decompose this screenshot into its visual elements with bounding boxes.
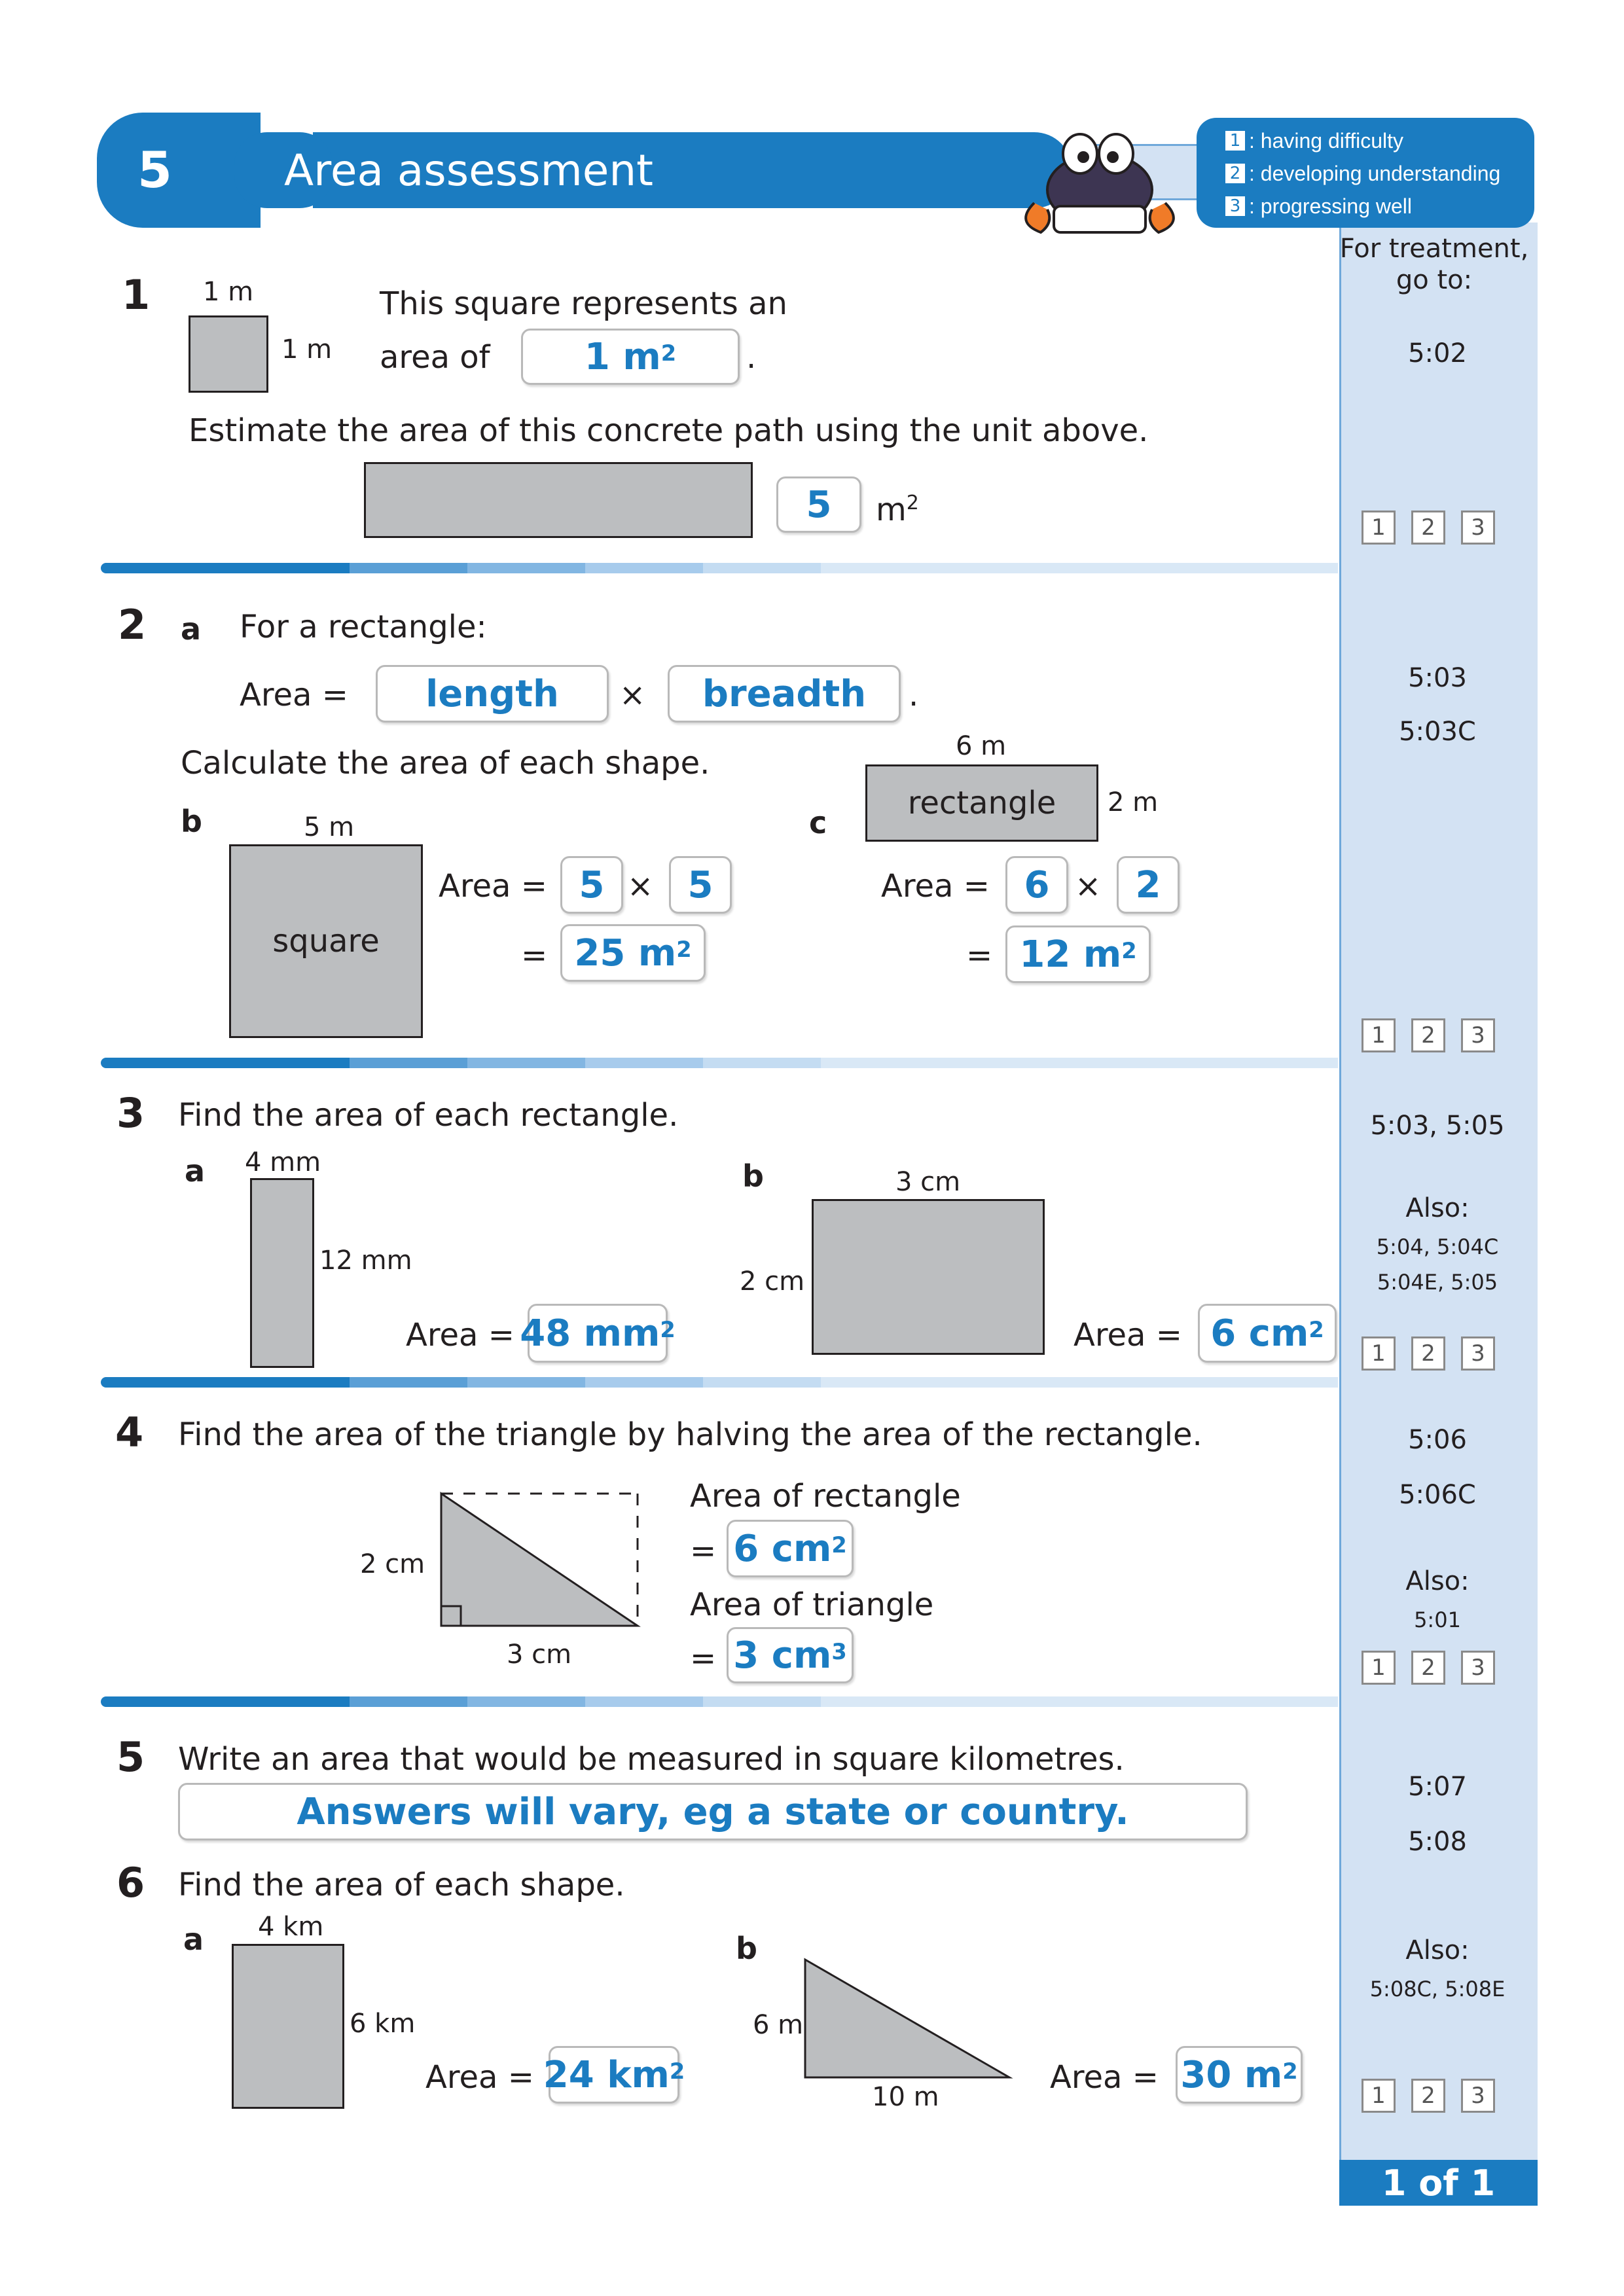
q5-text: Write an area that would be measured in square kilometres. bbox=[178, 1741, 1125, 1778]
rating-1[interactable]: 1 bbox=[1362, 1651, 1396, 1685]
rating-q4 bbox=[1362, 1651, 1495, 1685]
rating-q3 bbox=[1362, 1336, 1495, 1371]
q2-c-answer-2[interactable] bbox=[1117, 856, 1180, 914]
q1-text-line1: This square represents an bbox=[380, 285, 787, 322]
q2-a-label: a bbox=[181, 611, 202, 647]
rating-q6 bbox=[1362, 2079, 1495, 2113]
q2-b-times: × bbox=[627, 868, 654, 905]
q5-answer[interactable] bbox=[178, 1783, 1248, 1840]
q6-b-label: b bbox=[736, 1931, 757, 1966]
q4-rect-result-sup: 2 bbox=[831, 1532, 847, 1558]
q3-b-label: b bbox=[742, 1158, 764, 1194]
q3-b-left: 2 cm bbox=[740, 1266, 805, 1297]
q4-rect-result[interactable] bbox=[727, 1520, 854, 1577]
q3-b-top: 3 cm bbox=[895, 1167, 961, 1197]
q2-b-answer-1-value: 5 bbox=[579, 863, 605, 906]
sidebar-also-q3: Also: bbox=[1405, 1193, 1470, 1223]
rating-2[interactable]: 2 bbox=[1411, 1651, 1445, 1685]
legend-text-3: : progressing well bbox=[1249, 194, 1412, 218]
q6-b-left: 6 m bbox=[753, 2010, 804, 2040]
page-count-badge bbox=[1339, 2160, 1538, 2206]
page-count-label: 1 of 1 bbox=[1381, 2162, 1496, 2204]
page-title: Area assessment bbox=[284, 145, 654, 196]
q1-path-unit-sup: 2 bbox=[906, 492, 919, 514]
q4-tri-result-value: 3 cm bbox=[733, 1634, 832, 1677]
q1-path-unit bbox=[876, 493, 919, 526]
q4-eq1: = bbox=[690, 1533, 717, 1570]
q6-a-result[interactable] bbox=[543, 2046, 685, 2104]
question-number-1: 1 bbox=[122, 271, 151, 319]
q2-c-label: c bbox=[809, 805, 827, 840]
q1-answer-area-sup: 2 bbox=[660, 340, 677, 367]
sidebar-also-q3-b: 5:04E, 5:05 bbox=[1377, 1270, 1498, 1295]
rating-3[interactable]: 3 bbox=[1461, 1651, 1495, 1685]
q2-period: . bbox=[909, 677, 919, 713]
q2-c-rectangle bbox=[865, 764, 1098, 842]
q1-answer-path[interactable] bbox=[776, 476, 861, 533]
rating-2[interactable]: 2 bbox=[1411, 1018, 1445, 1052]
q2-b-answer-2-value: 5 bbox=[687, 863, 713, 906]
legend-num-1: 1 bbox=[1225, 131, 1245, 151]
q2-c-top: 6 m bbox=[956, 731, 1007, 761]
q3-a-area-eq: Area = bbox=[406, 1317, 514, 1354]
q4-rect-result-value: 6 cm bbox=[733, 1527, 832, 1570]
q1-path-unit-text: m bbox=[876, 492, 907, 528]
section-divider-3 bbox=[101, 1377, 1338, 1388]
q2-c-answer-1[interactable] bbox=[1005, 856, 1068, 914]
q3-a-result-sup: 2 bbox=[660, 1317, 676, 1343]
rating-1[interactable]: 1 bbox=[1362, 1336, 1396, 1371]
sidebar-ref-q2a: 5:03 bbox=[1408, 663, 1467, 693]
q3-b-rectangle bbox=[812, 1199, 1045, 1355]
legend-text-1: : having difficulty bbox=[1249, 128, 1403, 152]
q1-answer-area[interactable] bbox=[521, 329, 740, 385]
q4-left-label: 2 cm bbox=[360, 1549, 425, 1579]
q2-b-area-eq: Area = bbox=[439, 868, 547, 905]
q3-a-right: 12 mm bbox=[319, 1246, 412, 1276]
rating-3[interactable]: 3 bbox=[1461, 1018, 1495, 1052]
rating-1[interactable]: 1 bbox=[1362, 511, 1396, 545]
rating-2[interactable]: 2 bbox=[1411, 1336, 1445, 1371]
q2-c-right: 2 m bbox=[1108, 787, 1159, 817]
q6-a-result-sup: 2 bbox=[669, 2058, 685, 2085]
q3-a-label: a bbox=[185, 1153, 206, 1189]
sidebar-also-q4: Also: bbox=[1405, 1566, 1470, 1596]
q2-c-answer-2-value: 2 bbox=[1135, 863, 1161, 906]
rating-2[interactable]: 2 bbox=[1411, 2079, 1445, 2113]
rating-1[interactable]: 1 bbox=[1362, 2079, 1396, 2113]
q6-b-result-sup: 2 bbox=[1282, 2058, 1298, 2085]
q2-b-answer-1[interactable] bbox=[560, 856, 623, 914]
q2-c-eq: = bbox=[966, 937, 993, 974]
q2-b-result-value: 25 m bbox=[574, 931, 677, 975]
q4-tri-result[interactable] bbox=[727, 1627, 854, 1683]
q2-c-shape-label: rectangle bbox=[907, 785, 1056, 821]
q2-calc-text: Calculate the area of each shape. bbox=[181, 745, 710, 781]
legend-num-3: 3 bbox=[1225, 196, 1245, 216]
crab-mascot-icon bbox=[1008, 124, 1191, 242]
q6-b-result[interactable] bbox=[1176, 2046, 1303, 2104]
q2-b-answer-2[interactable] bbox=[669, 856, 732, 914]
rating-1[interactable]: 1 bbox=[1362, 1018, 1396, 1052]
unit-number: 5 bbox=[137, 141, 172, 199]
q2-times: × bbox=[619, 677, 646, 713]
sidebar-also-q3-a: 5:04, 5:04C bbox=[1376, 1234, 1499, 1259]
q4-eq2: = bbox=[690, 1640, 717, 1677]
q4-tri-result-sup: 3 bbox=[831, 1639, 847, 1665]
q4-bottom-label: 3 cm bbox=[507, 1640, 572, 1670]
sidebar-ref-q4b: 5:06C bbox=[1399, 1480, 1476, 1510]
sidebar-heading: For treatment, go to: bbox=[1339, 234, 1529, 295]
question-number-2: 2 bbox=[118, 601, 147, 649]
q4-tri-label: Area of triangle bbox=[690, 1587, 934, 1623]
q1-concrete-path bbox=[364, 462, 753, 538]
q1-period: . bbox=[746, 339, 757, 376]
q6-b-area-eq: Area = bbox=[1050, 2059, 1159, 2096]
q1-text-line2: area of bbox=[380, 339, 490, 376]
sidebar-also-q6: Also: bbox=[1405, 1935, 1470, 1965]
q2-b-result-sup: 2 bbox=[676, 937, 692, 963]
rating-legend bbox=[1225, 124, 1500, 223]
section-divider-4 bbox=[101, 1696, 1338, 1707]
q2-answer-breadth-value: breadth bbox=[702, 672, 867, 715]
q1-answer-path-value: 5 bbox=[806, 483, 832, 526]
rating-q2 bbox=[1362, 1018, 1495, 1052]
q3-a-result[interactable] bbox=[520, 1304, 676, 1363]
rating-3[interactable]: 3 bbox=[1461, 2079, 1495, 2113]
q4-triangle-diagram bbox=[436, 1488, 643, 1632]
q4-text: Find the area of the triangle by halving the area of the rectangle. bbox=[178, 1416, 1202, 1453]
q2-b-eq: = bbox=[521, 937, 548, 974]
q2-b-result[interactable] bbox=[560, 924, 706, 982]
q1-side-right: 1 m bbox=[281, 334, 333, 365]
q2-area-eq: Area = bbox=[240, 677, 348, 713]
q3-b-area-eq: Area = bbox=[1074, 1317, 1182, 1354]
rating-q1 bbox=[1362, 511, 1495, 545]
sidebar-ref-q3: 5:03, 5:05 bbox=[1370, 1111, 1505, 1141]
q2-b-shape-label: square bbox=[272, 923, 380, 960]
q3-b-result[interactable] bbox=[1198, 1304, 1337, 1363]
q1-unit-square bbox=[189, 315, 268, 393]
q2-b-side: 5 m bbox=[304, 812, 355, 842]
q6-b-triangle bbox=[800, 1954, 1016, 2083]
sidebar-also-q6-a: 5:08C, 5:08E bbox=[1369, 1977, 1506, 2001]
q6-a-right: 6 km bbox=[350, 2009, 416, 2039]
q3-text: Find the area of each rectangle. bbox=[178, 1097, 679, 1134]
q3-a-rectangle bbox=[250, 1178, 314, 1368]
q2-c-area-eq: Area = bbox=[881, 868, 990, 905]
sidebar-ref-q5b: 5:08 bbox=[1408, 1827, 1467, 1857]
q1-side-top: 1 m bbox=[203, 277, 254, 307]
section-divider-1 bbox=[101, 563, 1338, 573]
sidebar-ref-q1: 5:02 bbox=[1408, 338, 1467, 368]
sidebar-ref-q5a: 5:07 bbox=[1408, 1772, 1467, 1802]
q2-b-square bbox=[229, 844, 423, 1038]
q5-answer-value: Answers will vary, eg a state or country. bbox=[297, 1790, 1129, 1833]
q3-a-result-value: 48 mm bbox=[520, 1312, 660, 1355]
q2-answer-breadth[interactable] bbox=[668, 665, 901, 723]
q1-answer-area-value: 1 m bbox=[584, 335, 661, 378]
q2-answer-length-value: length bbox=[425, 672, 559, 715]
q2-a-text: For a rectangle: bbox=[240, 609, 487, 645]
section-divider-2 bbox=[101, 1058, 1338, 1068]
q2-c-result[interactable] bbox=[1005, 925, 1151, 983]
q6-b-bottom: 10 m bbox=[872, 2082, 939, 2112]
q2-b-label: b bbox=[181, 804, 202, 839]
q2-c-result-value: 12 m bbox=[1019, 933, 1122, 976]
sidebar-also-q4-a: 5:01 bbox=[1414, 1607, 1461, 1632]
q3-b-result-sup: 2 bbox=[1308, 1317, 1324, 1343]
q2-c-times: × bbox=[1075, 868, 1102, 905]
legend-text-2: : developing understanding bbox=[1249, 161, 1501, 185]
q6-a-label: a bbox=[183, 1922, 204, 1957]
q1-estimate-text: Estimate the area of this concrete path using the unit above. bbox=[189, 412, 1149, 449]
sidebar-ref-q2b: 5:03C bbox=[1399, 717, 1476, 747]
q2-c-result-sup: 2 bbox=[1121, 938, 1137, 964]
q3-a-top: 4 mm bbox=[245, 1147, 321, 1177]
q6-a-area-eq: Area = bbox=[425, 2059, 534, 2096]
q6-text: Find the area of each shape. bbox=[178, 1867, 625, 1903]
q6-b-result-value: 30 m bbox=[1180, 2053, 1283, 2096]
q6-a-result-value: 24 km bbox=[543, 2053, 670, 2096]
question-number-4: 4 bbox=[115, 1408, 144, 1456]
rating-3[interactable]: 3 bbox=[1461, 1336, 1495, 1371]
sidebar-ref-q4a: 5:06 bbox=[1408, 1425, 1467, 1455]
question-number-6: 6 bbox=[117, 1859, 145, 1907]
q6-a-rectangle bbox=[232, 1944, 344, 2109]
question-number-5: 5 bbox=[117, 1733, 145, 1781]
question-number-3: 3 bbox=[117, 1089, 145, 1137]
q6-a-top: 4 km bbox=[258, 1912, 324, 1942]
rating-3[interactable]: 3 bbox=[1461, 511, 1495, 545]
q4-rect-label: Area of rectangle bbox=[690, 1478, 961, 1515]
q2-c-answer-1-value: 6 bbox=[1024, 863, 1050, 906]
q2-answer-length[interactable] bbox=[376, 665, 609, 723]
legend-num-2: 2 bbox=[1225, 164, 1245, 183]
q3-b-result-value: 6 cm bbox=[1210, 1312, 1309, 1355]
rating-2[interactable]: 2 bbox=[1411, 511, 1445, 545]
